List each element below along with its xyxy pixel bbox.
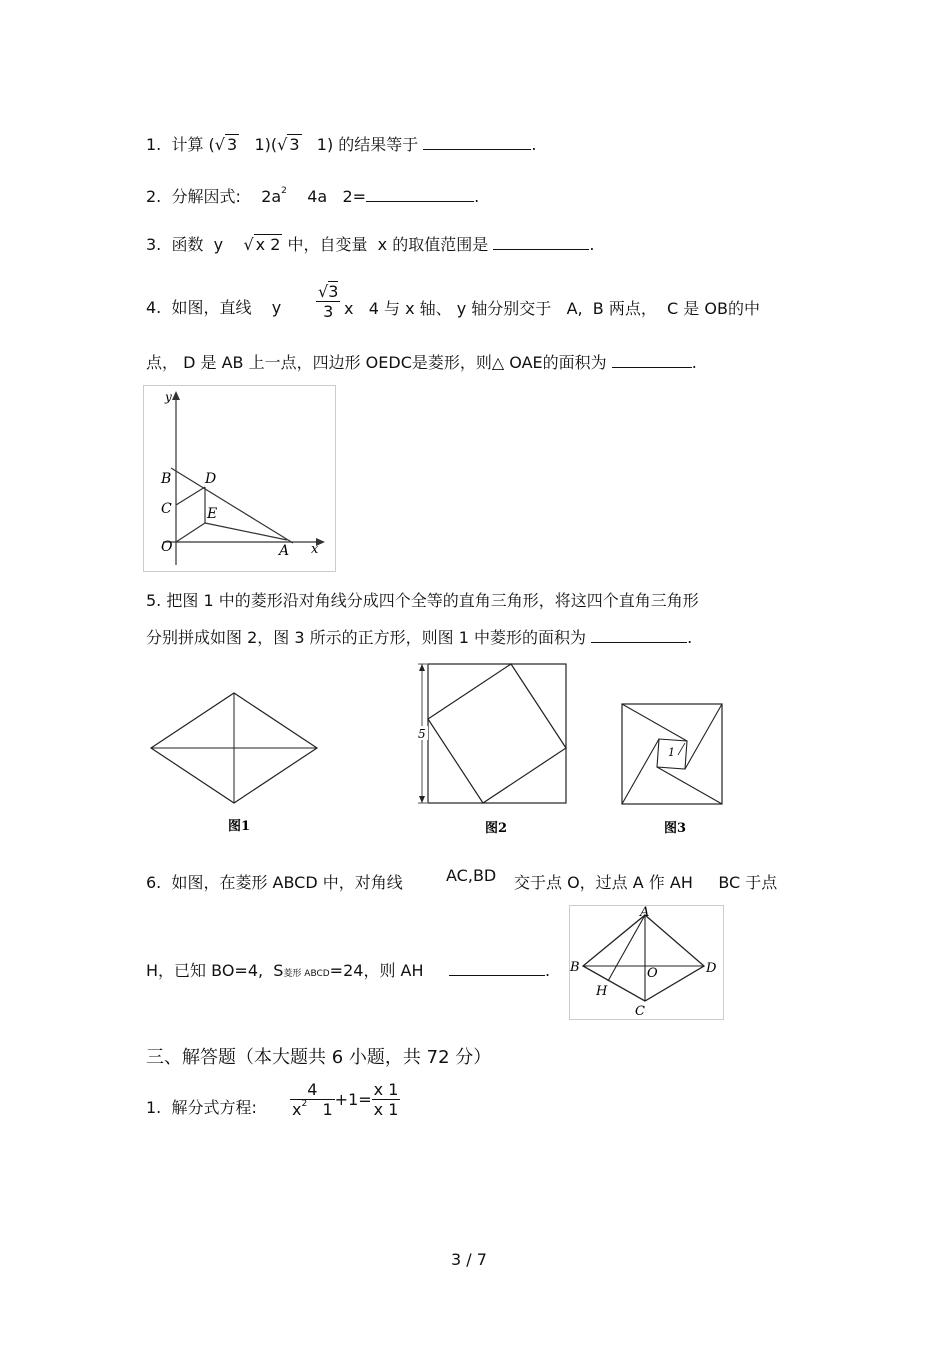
answer-blank[interactable] (591, 628, 687, 643)
figure-2-square (413, 660, 571, 840)
question-3: 3. 函数 y √ x 2 中，自变量 x 的取值范围是 . (146, 235, 595, 254)
question-5-line2: 分别拼成如图 2，图 3 所示的正方形，则图 1 中菱形的面积为 . (146, 628, 693, 647)
answer-blank[interactable] (612, 353, 692, 368)
caption-fig2: 图2 (485, 821, 508, 836)
answer-blank[interactable] (423, 135, 531, 150)
answer-blank[interactable] (493, 235, 589, 250)
question-4-line2: 点， D 是 AB 上一点，四边形 OEDC是菱形，则△ OAE的面积为 . (146, 353, 697, 372)
figure-1-rhombus (148, 690, 322, 838)
line-ab (171, 468, 293, 543)
label-o: O (161, 539, 173, 555)
answer-blank[interactable] (449, 961, 545, 976)
caption-fig3: 图3 (664, 821, 687, 836)
caption-fig1: 图1 (228, 819, 251, 834)
question-2: 2. 分解因式: $2a^2$ 4a 2= . (146, 186, 480, 206)
label-a: A (640, 905, 650, 920)
figure-q6 (569, 905, 724, 1020)
label-c: C (161, 501, 172, 517)
label-1: 1 (668, 746, 675, 759)
section-heading: 三、解答题（本大题共 6 小题，共 72 分） (146, 1047, 492, 1068)
label-a: A (279, 543, 290, 559)
label-o: O (647, 966, 658, 981)
figure-3-square (618, 700, 726, 840)
question-6: 6. 如图，在菱形 ABCD 中，对角线 (146, 873, 403, 892)
solution-1-label: 1. 解分式方程: (146, 1098, 257, 1117)
label-d: D (205, 471, 217, 487)
label-d: D (706, 961, 717, 976)
label-5: 5 (418, 727, 426, 741)
page-number: 3 / 7 (451, 1250, 487, 1269)
figure-q4 (143, 385, 336, 572)
question-6-line2: H，已知 BO=4, S菱形 ABCD=24，则 AH . (146, 961, 551, 980)
question-5: 5. 把图 1 中的菱形沿对角线分成四个全等的直角三角形，将这四个直角三角形 (146, 591, 699, 610)
answer-blank[interactable] (366, 187, 474, 202)
label-x: x (311, 542, 319, 557)
question-4-rest: x 4 与 x 轴、 y 轴分别交于 A, B 两点， C 是 OB的中 (344, 299, 760, 318)
label-b: B (161, 471, 172, 487)
label-h: H (596, 984, 608, 999)
label-e: E (207, 506, 218, 522)
question-4: 4. 如图，直线 y (146, 298, 282, 317)
question-6-rest: 交于点 O，过点 A 作 AH BC 于点 (514, 873, 778, 892)
label-c: C (635, 1004, 645, 1019)
question-1: 1. 计算 (√ 3 1)(√ 3 1) 的结果等于 . (146, 135, 537, 154)
label-y: y (165, 390, 172, 404)
label-b: B (570, 960, 580, 975)
question-6-ac-bd: AC,BD (446, 866, 497, 885)
solution-1-equation: $\frac{4}{x^2 1}$ +1= $\frac{x 1}{x 1}$ (292, 1080, 399, 1119)
fraction-sqrt3-over-3: $\frac{√3}{3}$ (318, 282, 339, 321)
